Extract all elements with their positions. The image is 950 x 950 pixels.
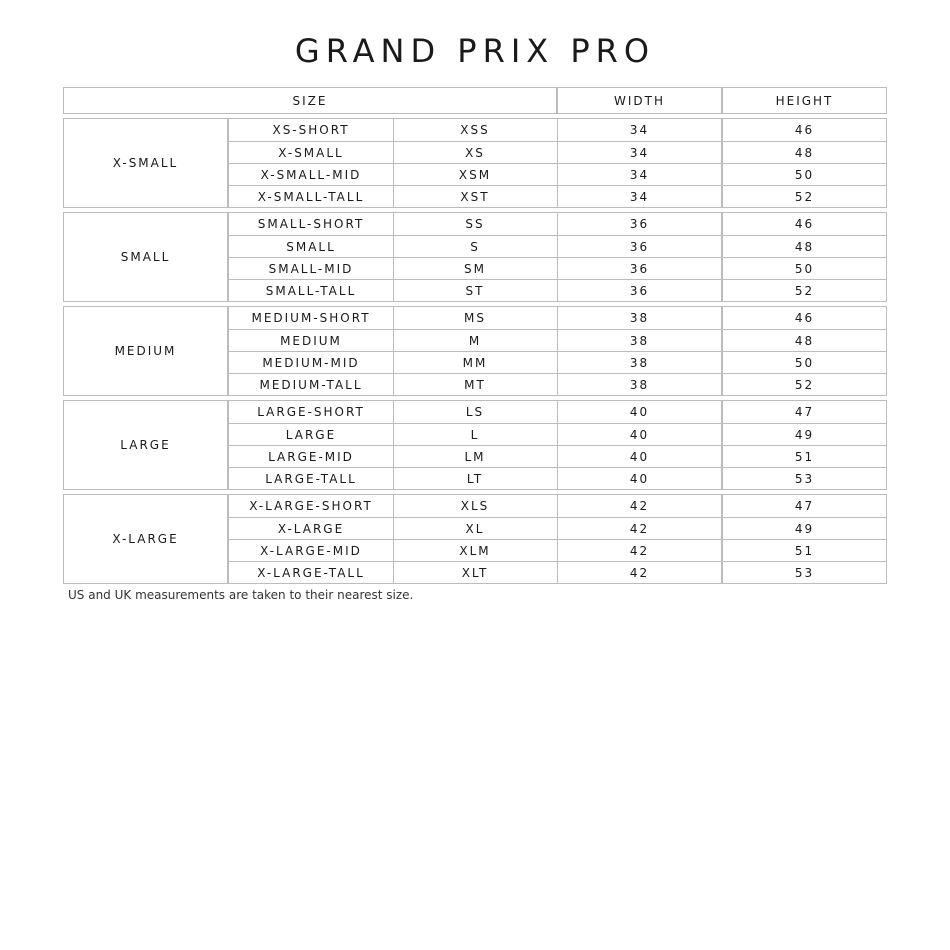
width-value-cell: 36 <box>629 283 650 298</box>
table-row <box>723 351 886 373</box>
table-row <box>723 235 886 257</box>
measurement-note: US and UK measurements are taken to their nearest size. <box>68 588 414 602</box>
table-row <box>723 257 886 279</box>
size-name-cell: MEDIUM-SHORT <box>251 311 371 325</box>
table-row <box>558 141 721 163</box>
table-row <box>229 517 557 539</box>
height-column-header: HEIGHT <box>722 87 887 114</box>
size-name-cell: LARGE <box>285 427 337 442</box>
size-code-cell: SM <box>464 261 486 276</box>
size-code-cell: L <box>470 427 480 442</box>
size-name-cell: SMALL-TALL <box>265 283 357 298</box>
table-row <box>723 141 886 163</box>
table-row <box>558 257 721 279</box>
size-code-cell: M <box>468 333 482 348</box>
width-value-cell: 36 <box>629 261 650 276</box>
size-code-cell: XLS <box>460 499 490 513</box>
table-row <box>229 495 557 517</box>
width-value-cell: 36 <box>629 217 650 231</box>
height-value-cell: 50 <box>794 355 815 370</box>
size-variant-block <box>228 494 558 584</box>
table-row <box>723 213 886 235</box>
width-value-cell: 42 <box>629 521 650 536</box>
width-value-cell: 40 <box>629 471 650 486</box>
size-code-cell: XSM <box>458 167 492 182</box>
size-code-cell: XSS <box>460 123 490 137</box>
table-row <box>229 423 557 445</box>
table-row <box>723 467 886 489</box>
size-name-cell: X-LARGE <box>277 521 345 536</box>
table-row <box>558 401 721 423</box>
size-code-cell: LS <box>465 405 485 419</box>
width-value-cell: 38 <box>629 377 650 392</box>
width-value-cell: 42 <box>629 543 650 558</box>
table-row <box>558 119 721 141</box>
table-row <box>723 119 886 141</box>
size-group-label: MEDIUM <box>63 306 228 396</box>
height-value-cell: 53 <box>794 565 815 580</box>
height-block <box>722 118 887 208</box>
size-chart-table <box>63 87 887 584</box>
table-row <box>229 329 557 351</box>
table-row <box>723 163 886 185</box>
width-value-cell: 34 <box>629 189 650 204</box>
size-name-cell: X-LARGE-MID <box>260 543 362 558</box>
size-name-cell: X-LARGE-TALL <box>257 565 365 580</box>
table-row <box>723 423 886 445</box>
table-row <box>558 373 721 395</box>
table-row <box>229 445 557 467</box>
width-value-cell: 38 <box>629 311 650 325</box>
size-groups <box>63 118 887 584</box>
table-row <box>723 279 886 301</box>
size-name-cell: SMALL <box>286 239 336 254</box>
size-name-cell: LARGE-SHORT <box>257 405 365 419</box>
table-row <box>723 185 886 207</box>
table-row <box>229 561 557 583</box>
table-row <box>558 235 721 257</box>
table-row <box>558 329 721 351</box>
height-value-cell: 50 <box>794 167 815 182</box>
size-group-label: X-SMALL <box>63 118 228 208</box>
size-code-cell: S <box>470 239 480 254</box>
size-code-cell: XLM <box>459 543 491 558</box>
table-row <box>558 539 721 561</box>
height-block <box>722 400 887 490</box>
size-name-cell: SMALL-SHORT <box>257 217 365 231</box>
width-value-cell: 40 <box>629 427 650 442</box>
height-block <box>722 494 887 584</box>
width-value-cell: 42 <box>629 565 650 580</box>
table-row <box>558 517 721 539</box>
size-code-cell: MT <box>464 377 486 392</box>
height-value-cell: 51 <box>794 543 815 558</box>
table-row <box>558 307 721 329</box>
width-block <box>557 400 722 490</box>
size-variant-block <box>228 400 558 490</box>
table-row <box>558 279 721 301</box>
size-group <box>63 306 887 396</box>
height-value-cell: 50 <box>794 261 815 276</box>
table-row <box>229 213 557 235</box>
table-row <box>723 495 886 517</box>
width-value-cell: 40 <box>629 449 650 464</box>
table-row <box>723 307 886 329</box>
size-name-cell: X-SMALL-TALL <box>257 189 365 204</box>
size-name-cell: MEDIUM <box>280 333 342 348</box>
height-value-cell: 46 <box>794 311 815 325</box>
width-block <box>557 118 722 208</box>
size-code-cell: XL <box>465 521 485 536</box>
height-value-cell: 46 <box>794 217 815 231</box>
width-value-cell: 40 <box>629 405 650 419</box>
table-row <box>229 119 557 141</box>
table-row <box>558 163 721 185</box>
height-value-cell: 52 <box>794 283 815 298</box>
width-value-cell: 34 <box>629 167 650 182</box>
table-row <box>229 401 557 423</box>
height-value-cell: 46 <box>794 123 815 137</box>
size-code-cell: LM <box>464 449 486 464</box>
height-value-cell: 48 <box>794 333 815 348</box>
size-name-cell: LARGE-MID <box>268 449 354 464</box>
table-row <box>558 495 721 517</box>
table-row <box>229 373 557 395</box>
height-value-cell: 49 <box>794 521 815 536</box>
table-row <box>229 539 557 561</box>
page-title: GRAND PRIX PRO <box>294 32 656 70</box>
size-name-cell: X-SMALL-MID <box>260 167 362 182</box>
width-value-cell: 34 <box>629 145 650 160</box>
height-value-cell: 52 <box>794 189 815 204</box>
size-group <box>63 118 887 208</box>
table-header-row <box>63 87 887 114</box>
width-value-cell: 38 <box>629 333 650 348</box>
size-code-cell: XS <box>465 145 485 160</box>
table-row <box>723 329 886 351</box>
height-value-cell: 48 <box>794 239 815 254</box>
width-value-cell: 36 <box>629 239 650 254</box>
size-group <box>63 494 887 584</box>
table-row <box>558 467 721 489</box>
width-value-cell: 42 <box>629 499 650 513</box>
size-group <box>63 212 887 302</box>
size-variant-block <box>228 118 558 208</box>
height-value-cell: 47 <box>794 499 815 513</box>
size-variant-block <box>228 306 558 396</box>
size-code-cell: ST <box>465 283 485 298</box>
size-code-cell: MM <box>462 355 488 370</box>
width-column-header: WIDTH <box>557 87 722 114</box>
table-row <box>558 351 721 373</box>
size-group-label: SMALL <box>63 212 228 302</box>
table-row <box>229 307 557 329</box>
size-code-cell: XLT <box>461 565 489 580</box>
table-row <box>558 213 721 235</box>
table-row <box>229 257 557 279</box>
height-value-cell: 51 <box>794 449 815 464</box>
size-code-cell: SS <box>465 217 485 231</box>
height-value-cell: 53 <box>794 471 815 486</box>
table-row <box>723 539 886 561</box>
table-row <box>229 141 557 163</box>
table-row <box>229 185 557 207</box>
size-code-cell: MS <box>464 311 486 325</box>
table-row <box>558 561 721 583</box>
table-row <box>229 279 557 301</box>
height-block <box>722 212 887 302</box>
width-block <box>557 212 722 302</box>
table-row <box>723 373 886 395</box>
width-block <box>557 306 722 396</box>
height-value-cell: 52 <box>794 377 815 392</box>
table-row <box>229 163 557 185</box>
height-value-cell: 49 <box>794 427 815 442</box>
table-row <box>723 445 886 467</box>
size-group <box>63 400 887 490</box>
size-name-cell: MEDIUM-MID <box>262 355 360 370</box>
table-row <box>723 401 886 423</box>
height-value-cell: 47 <box>794 405 815 419</box>
size-name-cell: MEDIUM-TALL <box>259 377 363 392</box>
table-row <box>558 185 721 207</box>
size-name-cell: X-SMALL <box>278 145 344 160</box>
size-code-cell: LT <box>466 471 484 486</box>
size-name-cell: SMALL-MID <box>268 261 354 276</box>
size-group-label: LARGE <box>63 400 228 490</box>
table-row <box>723 561 886 583</box>
table-row <box>229 467 557 489</box>
width-value-cell: 38 <box>629 355 650 370</box>
table-row <box>229 235 557 257</box>
height-block <box>722 306 887 396</box>
table-row <box>558 445 721 467</box>
table-row <box>229 351 557 373</box>
table-row <box>723 517 886 539</box>
size-variant-block <box>228 212 558 302</box>
table-row <box>558 423 721 445</box>
height-value-cell: 48 <box>794 145 815 160</box>
size-name-cell: X-LARGE-SHORT <box>249 499 373 513</box>
size-code-cell: XST <box>460 189 490 204</box>
size-group-label: X-LARGE <box>63 494 228 584</box>
size-name-cell: LARGE-TALL <box>265 471 357 486</box>
width-value-cell: 34 <box>629 123 650 137</box>
size-name-cell: XS-SHORT <box>272 123 350 137</box>
width-block <box>557 494 722 584</box>
size-column-header: SIZE <box>63 87 557 114</box>
